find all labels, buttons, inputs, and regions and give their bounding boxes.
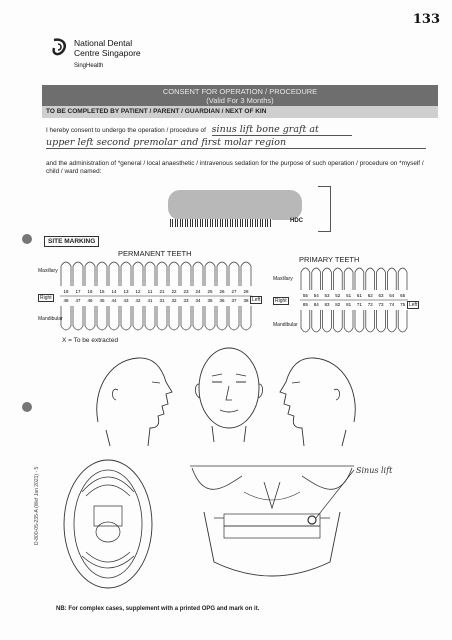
permanent-teeth-title: PERMANENT TEETH bbox=[118, 249, 192, 258]
upper-tooth bbox=[229, 262, 239, 286]
lower-tooth bbox=[133, 306, 143, 330]
site-marking-label: SITE MARKING bbox=[44, 236, 99, 247]
upper-tooth-number: 63 bbox=[378, 293, 384, 298]
upper-tooth bbox=[366, 268, 375, 290]
upper-tooth bbox=[157, 262, 167, 286]
face-profile-left-icon bbox=[272, 352, 364, 448]
upper-tooth-number: 12 bbox=[135, 289, 141, 294]
lower-tooth bbox=[169, 306, 179, 330]
upper-tooth bbox=[61, 262, 71, 286]
completed-by-bar: TO BE COMPLETED BY PATIENT / PARENT / GUARDIAN / NEXT OF KIN bbox=[42, 106, 438, 118]
lower-tooth bbox=[181, 306, 191, 330]
label-bracket bbox=[318, 186, 331, 232]
lower-tooth-number: 45 bbox=[99, 298, 105, 303]
upper-tooth-number: 27 bbox=[231, 289, 237, 294]
upper-tooth bbox=[398, 268, 407, 290]
upper-tooth bbox=[193, 262, 203, 286]
prim-right-label: Right bbox=[275, 298, 287, 304]
upper-tooth bbox=[73, 262, 83, 286]
procedure-handwritten-2: upper left second premolar and first molar region bbox=[46, 137, 426, 149]
punch-hole bbox=[22, 234, 32, 244]
upper-tooth-number: 13 bbox=[123, 289, 129, 294]
org-parent: SingHealth bbox=[74, 63, 104, 69]
organization-name bbox=[74, 38, 141, 71]
upper-tooth bbox=[312, 268, 321, 290]
lower-tooth-number: 35 bbox=[207, 298, 213, 303]
lower-tooth bbox=[323, 310, 332, 332]
administration-text: and the administration of *general / local anaesthetic / intravenous sedation for the purpose of such operation / procedure on *myself / child / ward named: bbox=[46, 160, 424, 175]
label-code: HDC bbox=[290, 218, 303, 224]
lower-tooth bbox=[85, 306, 95, 330]
upper-tooth bbox=[97, 262, 107, 286]
upper-tooth-number: 28 bbox=[243, 289, 249, 294]
lower-tooth bbox=[241, 306, 251, 330]
skull-jaw-diagram-icon bbox=[184, 462, 360, 586]
lower-tooth bbox=[355, 310, 364, 332]
procedure-line-2 bbox=[46, 137, 434, 149]
consent-text: I hereby consent to undergo the operation / procedure of bbox=[46, 127, 206, 134]
lower-tooth-number: 72 bbox=[367, 302, 373, 307]
perm-maxillary-label: Maxillary bbox=[38, 268, 58, 274]
primary-teeth-chart bbox=[300, 264, 408, 338]
lower-tooth-number: 85 bbox=[302, 302, 308, 307]
primary-teeth-title: PRIMARY TEETH bbox=[299, 255, 360, 264]
lower-tooth bbox=[121, 306, 131, 330]
lower-tooth-number: 83 bbox=[324, 302, 330, 307]
upper-tooth-number: 11 bbox=[147, 289, 153, 294]
lower-tooth-number: 37 bbox=[231, 298, 237, 303]
lower-tooth-number: 33 bbox=[183, 298, 189, 303]
form-side-code: D-800-05-235-A (Wef Jan 2021) - 5 bbox=[34, 466, 40, 545]
permanent-teeth-chart bbox=[60, 258, 252, 336]
upper-tooth bbox=[333, 268, 342, 290]
upper-tooth bbox=[217, 262, 227, 286]
footer-note: NB: For complex cases, supplement with a printed OPG and mark on it. bbox=[56, 606, 260, 612]
upper-tooth bbox=[387, 268, 396, 290]
upper-tooth bbox=[109, 262, 119, 286]
redacted-patient-name bbox=[168, 190, 302, 220]
lower-tooth bbox=[217, 306, 227, 330]
lower-tooth-number: 34 bbox=[195, 298, 201, 303]
upper-tooth bbox=[355, 268, 364, 290]
lower-tooth bbox=[333, 310, 342, 332]
lower-tooth-number: 82 bbox=[335, 302, 341, 307]
upper-tooth-number: 17 bbox=[75, 289, 81, 294]
lower-tooth bbox=[205, 306, 215, 330]
page-number: 133 bbox=[412, 12, 440, 27]
lower-tooth-number: 32 bbox=[171, 298, 177, 303]
upper-tooth bbox=[121, 262, 131, 286]
punch-hole bbox=[22, 402, 32, 412]
upper-tooth-number: 16 bbox=[87, 289, 93, 294]
lower-tooth-number: 38 bbox=[243, 298, 249, 303]
upper-tooth bbox=[344, 268, 353, 290]
upper-tooth-number: 26 bbox=[219, 289, 225, 294]
lower-tooth-number: 48 bbox=[63, 298, 69, 303]
org-line-2: Centre Singapore bbox=[74, 48, 141, 58]
lower-tooth-number: 73 bbox=[378, 302, 384, 307]
lower-tooth bbox=[344, 310, 353, 332]
org-line-1: National Dental bbox=[74, 38, 133, 48]
lower-tooth-number: 74 bbox=[389, 302, 395, 307]
upper-tooth bbox=[205, 262, 215, 286]
upper-tooth bbox=[301, 268, 310, 290]
lower-tooth-number: 42 bbox=[135, 298, 141, 303]
lower-tooth-number: 46 bbox=[87, 298, 93, 303]
upper-tooth-number: 51 bbox=[346, 293, 352, 298]
upper-tooth-number: 52 bbox=[335, 293, 341, 298]
upper-tooth-number: 65 bbox=[400, 293, 406, 298]
prim-mandibular-label: Mandibular bbox=[273, 322, 298, 328]
upper-tooth bbox=[377, 268, 386, 290]
upper-tooth-number: 24 bbox=[195, 289, 201, 294]
upper-tooth bbox=[133, 262, 143, 286]
upper-tooth-number: 62 bbox=[367, 293, 373, 298]
lower-tooth bbox=[109, 306, 119, 330]
lower-tooth bbox=[73, 306, 83, 330]
upper-tooth bbox=[169, 262, 179, 286]
lower-tooth bbox=[157, 306, 167, 330]
upper-tooth bbox=[181, 262, 191, 286]
prim-maxillary-label: Maxillary bbox=[273, 276, 293, 282]
upper-tooth-number: 64 bbox=[389, 293, 395, 298]
upper-tooth-number: 21 bbox=[159, 289, 165, 294]
patient-barcode bbox=[170, 219, 272, 227]
lower-tooth bbox=[312, 310, 321, 332]
upper-tooth-number: 54 bbox=[313, 293, 319, 298]
face-profile-right-icon bbox=[88, 352, 180, 448]
perm-left-label: Left bbox=[252, 297, 261, 303]
face-front-icon bbox=[188, 344, 270, 444]
lower-tooth bbox=[387, 310, 396, 332]
upper-tooth-number: 15 bbox=[99, 289, 105, 294]
lower-tooth bbox=[61, 306, 71, 330]
lower-tooth-number: 44 bbox=[111, 298, 117, 303]
prim-left-label: Left bbox=[409, 302, 418, 308]
upper-tooth-number: 25 bbox=[207, 289, 213, 294]
procedure-handwritten-1: sinus lift bone graft at bbox=[212, 124, 352, 136]
lower-tooth bbox=[229, 306, 239, 330]
lower-tooth bbox=[193, 306, 203, 330]
lower-tooth-number: 81 bbox=[346, 302, 352, 307]
lower-tooth bbox=[377, 310, 386, 332]
upper-tooth bbox=[145, 262, 155, 286]
upper-tooth bbox=[85, 262, 95, 286]
lower-tooth-number: 71 bbox=[356, 302, 362, 307]
extract-note: X = To be extracted bbox=[62, 337, 119, 344]
upper-tooth-number: 22 bbox=[171, 289, 177, 294]
perm-right-label: Right bbox=[40, 295, 52, 301]
upper-tooth bbox=[323, 268, 332, 290]
lower-tooth bbox=[398, 310, 407, 332]
lower-tooth bbox=[97, 306, 107, 330]
lower-tooth bbox=[145, 306, 155, 330]
lower-tooth-number: 41 bbox=[147, 298, 153, 303]
consent-line bbox=[46, 124, 352, 136]
lower-tooth-number: 36 bbox=[219, 298, 225, 303]
form-title-bar bbox=[42, 85, 438, 107]
lower-tooth-number: 75 bbox=[400, 302, 406, 307]
lower-tooth bbox=[301, 310, 310, 332]
lower-tooth-number: 47 bbox=[75, 298, 81, 303]
upper-tooth-number: 61 bbox=[356, 293, 362, 298]
lower-tooth-number: 84 bbox=[313, 302, 319, 307]
upper-tooth bbox=[241, 262, 251, 286]
form-title: CONSENT FOR OPERATION / PROCEDURE bbox=[162, 87, 318, 96]
lower-tooth-number: 31 bbox=[159, 298, 165, 303]
form-validity: (Valid For 3 Months) bbox=[206, 96, 274, 105]
open-mouth-diagram-icon bbox=[60, 456, 156, 592]
perm-mandibular-label: Mandibular bbox=[38, 316, 63, 322]
upper-tooth-number: 55 bbox=[302, 293, 308, 298]
upper-tooth-number: 14 bbox=[111, 289, 117, 294]
ndcs-logo-icon bbox=[48, 36, 70, 62]
lower-tooth-number: 43 bbox=[123, 298, 129, 303]
lower-tooth bbox=[366, 310, 375, 332]
upper-tooth-number: 53 bbox=[324, 293, 330, 298]
upper-tooth-number: 18 bbox=[63, 289, 69, 294]
sinus-lift-annotation: Sinus lift bbox=[356, 466, 393, 475]
upper-tooth-number: 23 bbox=[183, 289, 189, 294]
